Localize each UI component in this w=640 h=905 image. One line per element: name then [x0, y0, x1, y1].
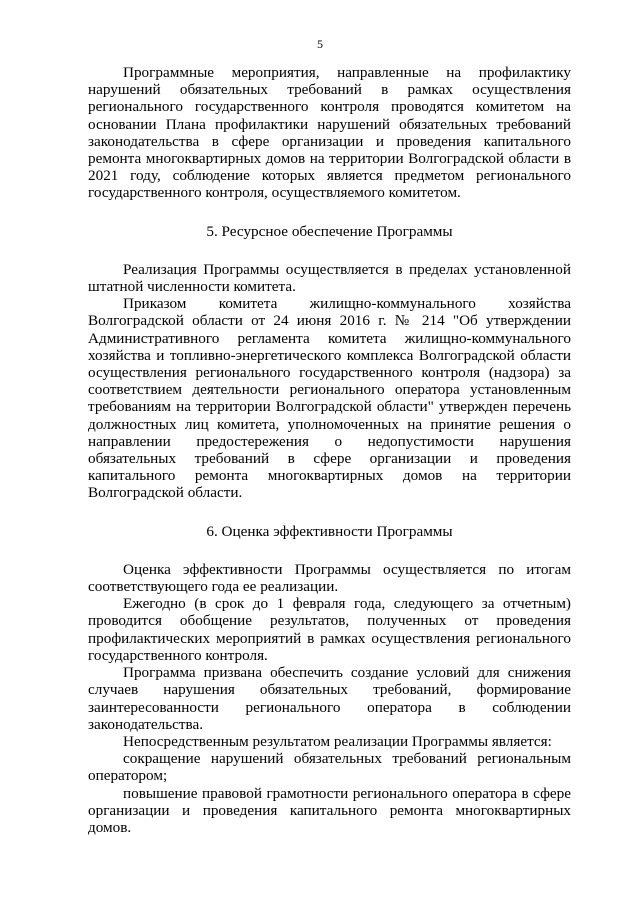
list-item: повышение правовой грамотности регионального оператора в сфере организации и проведения капитального ремонта многоквартирных домов. — [88, 784, 571, 836]
paragraph: Приказом комитета жилищно-коммунального хозяйства Волгоградской области от 24 июня 2016 г. № 214 "Об утверждении Административного регламента комитета жилищно-коммунального хозяйства и топливно-энергетического комплекса Волгоградской области осуществления регионального государственного контроля (надзора) за соответствием деятельности регионального оператора установленным требованиям на территории Волгоградской области" утвержден перечень должностных лиц комитета, уполномоченных на принятие решения о направлении предостережения о недопустимости нарушения обязательных требований в сфере организации и проведения капитального ремонта многоквартирных домов на территории Волгоградской области. — [88, 295, 571, 502]
paragraph: Программа призвана обеспечить создание условий для снижения случаев нарушения обязательных требований, формирование заинтересованности регионального оператора в соблюдении законодательства. — [88, 664, 571, 733]
evaluation-section — [88, 523, 571, 836]
resources-section — [88, 223, 571, 502]
page-content — [88, 64, 571, 836]
page-number: 5 — [317, 37, 323, 51]
section-heading-evaluation: 6. Оценка эффективности Программы — [206, 522, 453, 540]
paragraph: Оценка эффективности Программы осуществляется по итогам соответствующего года ее реализации. — [88, 560, 571, 596]
list-item: сокращение нарушений обязательных требований региональным оператором; — [88, 750, 571, 785]
section-heading-resources: 5. Ресурсное обеспечение Программы — [206, 222, 453, 240]
intro-section — [88, 64, 571, 202]
paragraph: Реализация Программы осуществляется в пределах установленной штатной численности комитета. — [88, 260, 571, 296]
paragraph: Программные мероприятия, направленные на профилактику нарушений обязательных требований в рамках осуществления регионального государственного контроля проводятся комитетом на основании Плана профилактики нарушений обязательных требований законодательства в сфере организации и проведения капитального ремонта многоквартирных домов на территории Волгоградской области в 2021 году, соблюдение которых является предметом регионального государственного контроля, осуществляемого комитетом. — [88, 64, 571, 202]
paragraph: Ежегодно (в срок до 1 февраля года, следующего за отчетным) проводится обобщение результатов, полученных от проведения профилактических мероприятий в рамках осуществления регионального государственного контроля. — [88, 595, 571, 664]
paragraph: Непосредственным результатом реализации Программы является: — [123, 732, 552, 750]
